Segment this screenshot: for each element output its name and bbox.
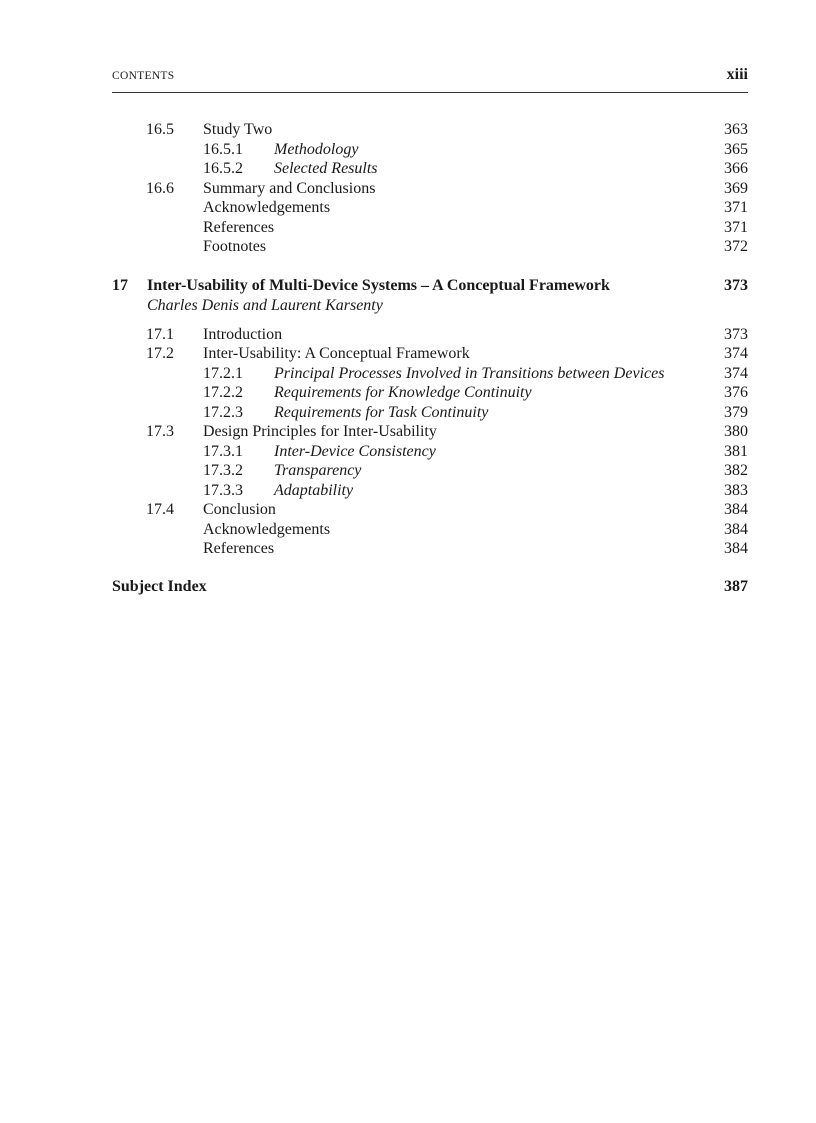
toc-entry-subsection[interactable] bbox=[112, 364, 748, 384]
backmatter-title: Acknowledgements bbox=[203, 520, 331, 538]
section-number: 16.5 bbox=[146, 121, 174, 138]
backmatter-page: 384 bbox=[724, 520, 748, 538]
subsection-page: 383 bbox=[724, 481, 748, 499]
subsection-title: Principal Processes Involved in Transitions between Devices bbox=[274, 364, 665, 382]
subject-index-title: Subject Index bbox=[112, 578, 207, 595]
toc-entry-backmatter[interactable] bbox=[112, 198, 748, 218]
toc-entry-subsection[interactable] bbox=[112, 403, 748, 423]
section-number: 17.4 bbox=[146, 501, 174, 518]
subsection-title: Selected Results bbox=[274, 160, 378, 177]
backmatter-title: Acknowledgements bbox=[203, 199, 331, 216]
section-number: 17.1 bbox=[146, 325, 174, 343]
section-page: 384 bbox=[724, 501, 748, 518]
section-title: Summary and Conclusions bbox=[203, 179, 376, 197]
subsection-number: 16.5.1 bbox=[203, 140, 243, 158]
toc-entry-chapter[interactable] bbox=[112, 276, 748, 296]
toc-entry-section[interactable] bbox=[112, 344, 748, 364]
subsection-title: Adaptability bbox=[274, 481, 354, 499]
section-title: Study Two bbox=[203, 121, 273, 138]
subsection-number: 17.3.2 bbox=[203, 462, 243, 479]
subsection-page: 366 bbox=[724, 160, 748, 177]
toc-entry-section[interactable] bbox=[112, 500, 748, 520]
toc-entry-backmatter[interactable] bbox=[112, 237, 748, 257]
section-page: 369 bbox=[724, 179, 748, 197]
backmatter-title: References bbox=[203, 540, 275, 557]
section-page: 374 bbox=[724, 345, 748, 362]
toc-entry-section[interactable] bbox=[112, 120, 748, 140]
section-title: Design Principles for Inter-Usability bbox=[203, 423, 437, 440]
chapter-number: 17 bbox=[112, 277, 128, 294]
section-page: 380 bbox=[724, 423, 748, 440]
backmatter-page: 371 bbox=[724, 218, 748, 236]
section-title: Conclusion bbox=[203, 501, 276, 518]
subsection-title: Requirements for Knowledge Continuity bbox=[274, 384, 532, 401]
chapter-authors-text: Charles Denis and Laurent Karsenty bbox=[147, 296, 383, 314]
running-head-title: CONTENTS bbox=[112, 70, 175, 82]
toc-entry-subsection[interactable] bbox=[112, 481, 748, 501]
running-head bbox=[112, 66, 748, 93]
subsection-title: Requirements for Task Continuity bbox=[274, 403, 489, 421]
section-title: Introduction bbox=[203, 325, 283, 343]
toc-entry-backmatter[interactable] bbox=[112, 539, 748, 559]
backmatter-page: 384 bbox=[724, 540, 748, 557]
backmatter-page: 372 bbox=[724, 238, 748, 255]
toc-entry-section[interactable] bbox=[112, 422, 748, 442]
subsection-page: 365 bbox=[724, 140, 748, 158]
section-page: 363 bbox=[724, 121, 748, 138]
subsection-number: 17.3.3 bbox=[203, 481, 243, 499]
subsection-page: 376 bbox=[724, 384, 748, 401]
backmatter-title: References bbox=[203, 218, 275, 236]
subsection-number: 17.3.1 bbox=[203, 442, 243, 460]
subject-index-page: 387 bbox=[724, 578, 748, 595]
subsection-title: Inter-Device Consistency bbox=[274, 442, 436, 460]
backmatter-title: Footnotes bbox=[203, 238, 267, 255]
chapter-title: Inter-Usability of Multi-Device Systems – A Conceptual Framework bbox=[147, 277, 610, 294]
toc-entry-subject-index[interactable] bbox=[112, 577, 748, 597]
section-number: 17.2 bbox=[146, 345, 174, 362]
toc-entry-subsection[interactable] bbox=[112, 461, 748, 481]
subsection-page: 374 bbox=[724, 364, 748, 382]
section-number: 16.6 bbox=[146, 179, 174, 197]
subsection-number: 17.2.2 bbox=[203, 384, 243, 401]
toc-entry-subsection[interactable] bbox=[112, 159, 748, 179]
page-number-roman: xiii bbox=[726, 66, 748, 83]
chapter-authors bbox=[112, 296, 748, 316]
toc-entry-subsection[interactable] bbox=[112, 383, 748, 403]
toc-entry-subsection[interactable] bbox=[112, 442, 748, 462]
toc-entry-backmatter[interactable] bbox=[112, 218, 748, 238]
subsection-page: 379 bbox=[724, 403, 748, 421]
subsection-number: 17.2.3 bbox=[203, 403, 243, 421]
section-title: Inter-Usability: A Conceptual Framework bbox=[203, 345, 470, 362]
subsection-number: 17.2.1 bbox=[203, 364, 243, 382]
toc-entry-subsection[interactable] bbox=[112, 140, 748, 160]
subsection-page: 381 bbox=[724, 442, 748, 460]
chapter-page: 373 bbox=[724, 277, 748, 294]
toc-entry-section[interactable] bbox=[112, 325, 748, 345]
section-page: 373 bbox=[724, 325, 748, 343]
toc-entry-section[interactable] bbox=[112, 179, 748, 199]
toc-entry-backmatter[interactable] bbox=[112, 520, 748, 540]
section-number: 17.3 bbox=[146, 423, 174, 440]
backmatter-page: 371 bbox=[724, 199, 748, 216]
subsection-title: Methodology bbox=[274, 140, 359, 158]
subsection-number: 16.5.2 bbox=[203, 160, 243, 177]
subsection-title: Transparency bbox=[274, 462, 362, 479]
subsection-page: 382 bbox=[724, 462, 748, 479]
